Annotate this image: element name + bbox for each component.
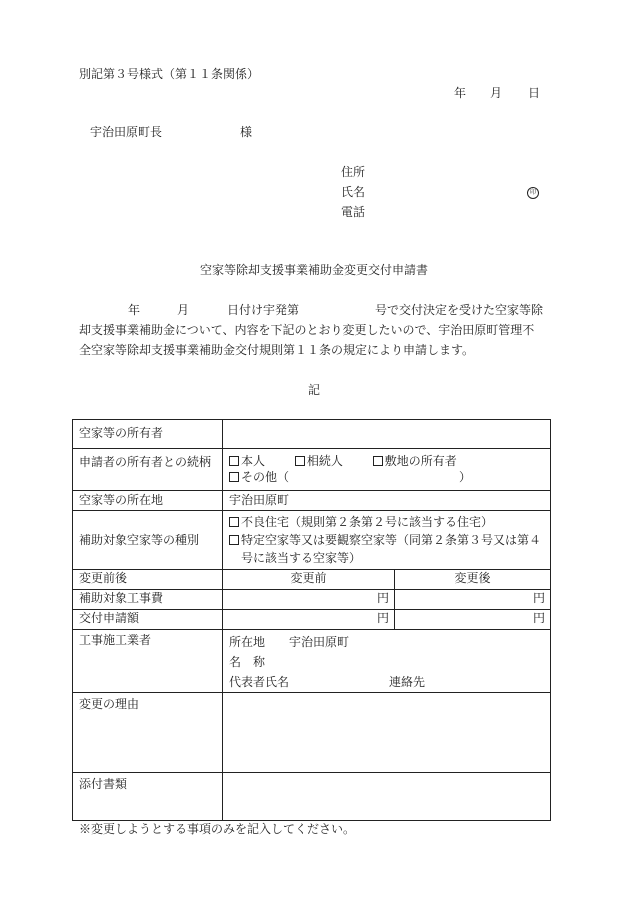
relation-field: [223, 449, 551, 491]
body-number-suffix: 号で交付決定を受けた空家等除: [375, 303, 544, 317]
table-row: [73, 630, 551, 693]
contractor-rep-label: 代表者氏名: [229, 675, 290, 689]
checkbox-substandard[interactable]: [229, 517, 239, 527]
amount-label: 交付申請額: [73, 610, 223, 630]
form-number: 別記第３号様式（第１１条関係）: [79, 67, 260, 81]
table-row: [73, 570, 551, 590]
option-other-close: ）: [459, 470, 472, 484]
option-self: 本人: [241, 454, 266, 468]
cost-after[interactable]: 円: [395, 590, 551, 610]
type-field: [223, 511, 551, 570]
amount-after[interactable]: 円: [395, 610, 551, 630]
owner-label: 空家等の所有者: [73, 420, 223, 449]
table-row: [73, 491, 551, 511]
location-value[interactable]: 宇治田原町: [223, 491, 551, 511]
option-land-owner: 敷地の所有者: [384, 454, 457, 468]
option-heir: 相続人: [306, 454, 343, 468]
seal-mark: 印: [527, 187, 539, 199]
type-option-specified: 特定空家等又は要観察空家等（同第２条第３号又は第４: [241, 533, 542, 547]
checkbox-specified[interactable]: [229, 535, 239, 545]
name-label: 氏名: [341, 185, 366, 199]
body-line-3: 全空家等除却支援事業補助金交付規則第１１条の規定により申請します。: [79, 343, 475, 357]
contractor-label: 工事施工業者: [73, 630, 223, 693]
application-table: [72, 419, 551, 821]
change-label: 変更前後: [73, 570, 223, 590]
owner-field[interactable]: [223, 420, 551, 449]
contractor-location-value[interactable]: 宇治田原町: [289, 635, 350, 649]
type-label: 補助対象空家等の種別: [73, 511, 223, 570]
ki-heading: 記: [308, 383, 321, 397]
type-option-substandard: 不良住宅（規則第２条第２号に該当する住宅）: [241, 515, 494, 529]
attachments-label: 添付書類: [73, 773, 223, 821]
cost-before[interactable]: 円: [223, 590, 395, 610]
amount-before[interactable]: 円: [223, 610, 395, 630]
page-title: 空家等除却支援事業補助金変更交付申請書: [200, 263, 429, 277]
relation-label: 申請者の所有者との続柄: [73, 449, 223, 491]
date-month-label: 月: [490, 86, 503, 100]
table-row: [73, 511, 551, 570]
address-label: 住所: [341, 165, 366, 179]
table-row: [73, 449, 551, 491]
contractor-field: [223, 630, 551, 693]
reason-label: 変更の理由: [73, 693, 223, 773]
contractor-contact-label: 連絡先: [389, 675, 426, 689]
checkbox-heir[interactable]: [295, 456, 305, 466]
checkbox-self[interactable]: [229, 456, 239, 466]
checkbox-land-owner[interactable]: [373, 456, 383, 466]
table-row: [73, 420, 551, 449]
cost-label: 補助対象工事費: [73, 590, 223, 610]
footnote: ※変更しようとする事項のみを記入してください。: [79, 822, 356, 836]
attachments-field[interactable]: [223, 773, 551, 821]
after-header: 変更後: [395, 570, 551, 590]
contractor-name-label: 名 称: [229, 655, 266, 669]
table-row: [73, 590, 551, 610]
table-row: [73, 773, 551, 821]
contractor-location-label: 所在地: [229, 635, 266, 649]
date-year-label: 年: [454, 86, 467, 100]
type-option-specified-cont: 号に該当する空家等）: [241, 551, 362, 565]
body-dated: 日付け宇発第: [227, 303, 300, 317]
body-month: 月: [177, 303, 190, 317]
option-other: その他（: [241, 470, 290, 484]
location-label: 空家等の所在地: [73, 491, 223, 511]
addressee: 宇治田原町長: [90, 125, 163, 139]
body-line-2: 却支援事業補助金について、内容を下記のとおり変更したいので、宇治田原町管理不: [79, 323, 535, 337]
table-row: [73, 693, 551, 773]
date-day-label: 日: [528, 86, 541, 100]
reason-field[interactable]: [223, 693, 551, 773]
table-row: [73, 610, 551, 630]
phone-label: 電話: [341, 205, 366, 219]
before-header: 変更前: [223, 570, 395, 590]
body-year: 年: [128, 303, 141, 317]
checkbox-other[interactable]: [229, 472, 239, 482]
honorific: 様: [240, 125, 253, 139]
